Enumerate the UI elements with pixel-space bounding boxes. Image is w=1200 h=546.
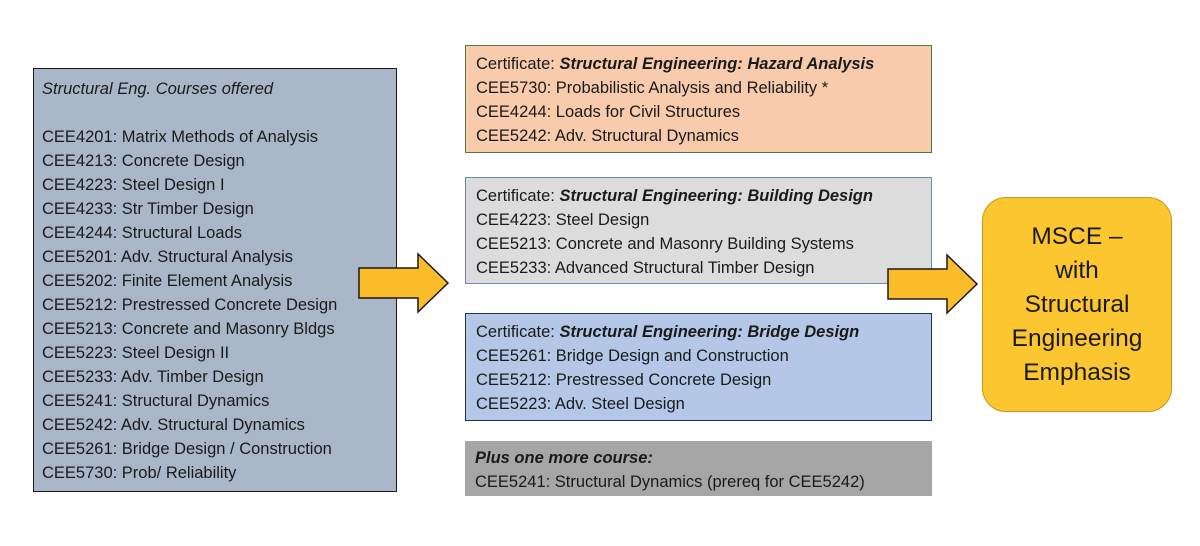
msce-line: Structural (1024, 290, 1130, 318)
certificate-bridge-design (465, 313, 932, 421)
certificate-course: CEE5242: Adv. Structural Dynamics (476, 127, 739, 145)
certificate-course: CEE5261: Bridge Design and Construction (476, 347, 789, 365)
certificate-course: CEE5213: Concrete and Masonry Building Systems (476, 235, 854, 253)
certificate-course: CEE4223: Steel Design (476, 211, 650, 229)
plus-title: Plus one more course: (475, 449, 653, 467)
certificate-prefix: Certificate: (476, 187, 560, 205)
course-item-6: CEE5201: Adv. Structural Analysis (42, 248, 293, 266)
certificate-prefix: Certificate: (476, 55, 560, 73)
certificate-course: CEE5212: Prestressed Concrete Design (476, 371, 772, 389)
msce-line: Emphasis (1023, 358, 1131, 386)
course-item-4: CEE4233: Str Timber Design (42, 200, 254, 218)
course-item-11: CEE5233: Adv. Timber Design (42, 368, 264, 386)
courses-offered-header: Structural Eng. Courses offered (42, 80, 274, 98)
arrow-to-msce (887, 254, 979, 314)
plus-one-more-course-box (465, 441, 932, 496)
course-item-10: CEE5223: Steel Design II (42, 344, 230, 362)
certificate-prefix: Certificate: (476, 323, 560, 341)
certificate-building-design (465, 177, 932, 284)
msce-line: Engineering (1011, 324, 1143, 352)
certificate-course: CEE5730: Probabilistic Analysis and Reliability * (476, 79, 829, 97)
certificate-title: Structural Engineering: Bridge Design (559, 323, 860, 341)
course-item-13: CEE5242: Adv. Structural Dynamics (42, 416, 305, 434)
msce-line: with (1055, 256, 1099, 284)
certificate-course: CEE5223: Adv. Steel Design (476, 395, 685, 413)
course-item-3: CEE4223: Steel Design I (42, 176, 225, 194)
course-item-1: CEE4201: Matrix Methods of Analysis (42, 128, 319, 146)
certificate-course: CEE5233: Advanced Structural Timber Design (476, 259, 815, 277)
msce-line: MSCE – (1031, 222, 1123, 250)
certificate-title: Structural Engineering: Building Design (559, 187, 873, 205)
course-item-5: CEE4244: Structural Loads (42, 224, 242, 242)
course-item-7: CEE5202: Finite Element Analysis (42, 272, 293, 290)
arrow-to-certificates (358, 253, 450, 313)
certificate-title: Structural Engineering: Hazard Analysis (559, 55, 875, 73)
course-item-14: CEE5261: Bridge Design / Construction (42, 440, 332, 458)
plus-course: CEE5241: Structural Dynamics (prereq for CEE5242) (475, 473, 865, 491)
course-item-9: CEE5213: Concrete and Masonry Bldgs (42, 320, 335, 338)
msce-structural-emphasis-box (982, 197, 1172, 412)
courses-offered-panel (33, 68, 397, 492)
course-item-8: CEE5212: Prestressed Concrete Design (42, 296, 338, 314)
course-item-15: CEE5730: Prob/ Reliability (42, 464, 237, 482)
course-item-12: CEE5241: Structural Dynamics (42, 392, 270, 410)
course-item-2: CEE4213: Concrete Design (42, 152, 245, 170)
certificate-hazard-analysis (465, 45, 932, 153)
certificate-course: CEE4244: Loads for Civil Structures (476, 103, 741, 121)
